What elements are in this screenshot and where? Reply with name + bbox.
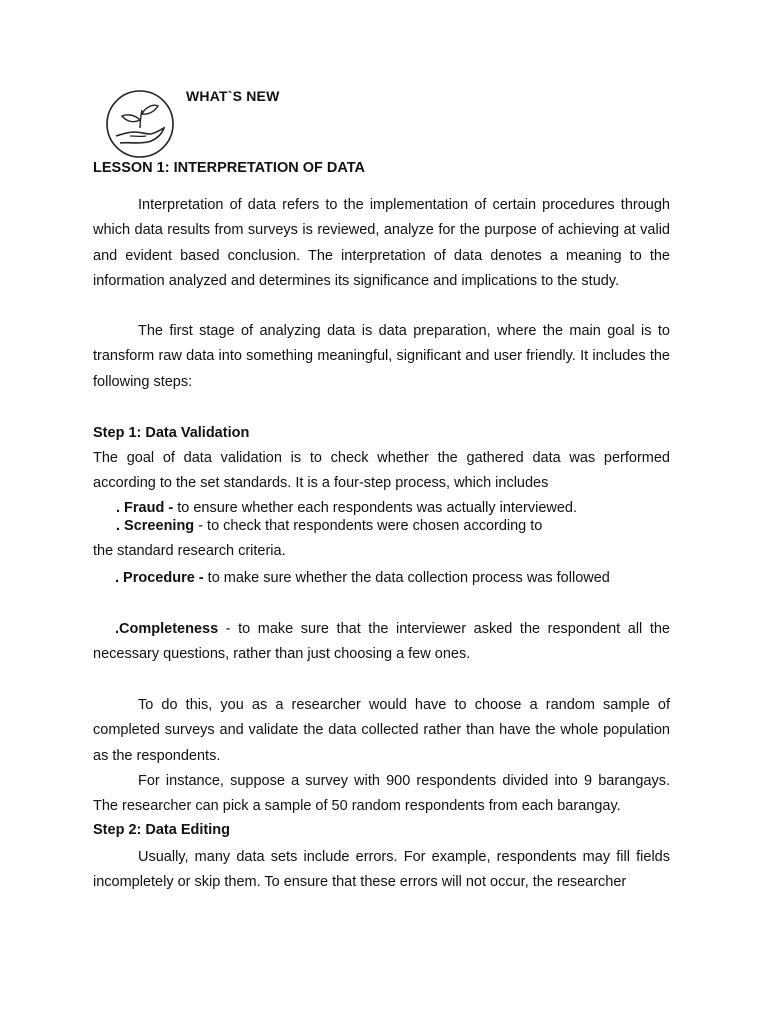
screening-text: - to check that respondents were chosen according to (194, 518, 543, 534)
lesson-logo (104, 88, 176, 160)
step2-heading: Step 2: Data Editing (93, 822, 230, 838)
step1-todo-paragraph: To do this, you as a researcher would have to choose a random sample of completed surveys and validate the data collected rather than have the whole population as the respondents. (93, 697, 670, 764)
completeness-text: - to make sure that the interviewer asked the respondent all the necessary questions, rather than just choosing a few ones. (93, 621, 670, 663)
screening-continuation: the standard research criteria. (93, 543, 286, 559)
step1-instance-paragraph: For instance, suppose a survey with 900 respondents divided into 9 barangays. The researcher can pick a sample of 50 random respondents from each barangay. (93, 773, 670, 815)
procedure-text: to make sure whether the data collection process was followed (203, 570, 610, 586)
bullet-screening (116, 518, 542, 534)
step1-heading: Step 1: Data Validation (93, 425, 250, 441)
section-title: WHAT`S NEW (186, 88, 280, 104)
fraud-text: to ensure whether each respondents was actually interviewed. (173, 500, 578, 516)
procedure-label: . Procedure - (115, 570, 204, 586)
bullet-completeness (93, 617, 670, 668)
fraud-label: . Fraud - (116, 500, 174, 516)
intro-paragraph-1: Interpretation of data refers to the implementation of certain procedures through which data results from surveys is reviewed, analyze for the purpose of achieving at valid and evident based conclusion. The interpretation of data denotes a meaning to the information analyzed and determines its significance and implications to the study. (93, 197, 670, 289)
bullet-procedure (93, 566, 670, 591)
completeness-label: .Completeness (115, 621, 219, 637)
lesson-title: LESSON 1: INTERPRETATION OF DATA (93, 160, 366, 176)
step2-body: Usually, many data sets include errors. For example, respondents may fill fields incompletely or skip them. To ensure that these errors will not occur, the researcher (93, 849, 670, 891)
intro-paragraph-2: The first stage of analyzing data is data preparation, where the main goal is to transform raw data into something meaningful, significant and user friendly. It includes the following steps: (93, 323, 670, 390)
bullet-fraud (116, 500, 577, 516)
hand-holding-plant-icon (104, 88, 176, 160)
step1-body: The goal of data validation is to check whether the gathered data was performed according to the set standards. It is a four-step process, which includes (93, 450, 670, 492)
screening-label: . Screening (116, 518, 195, 534)
